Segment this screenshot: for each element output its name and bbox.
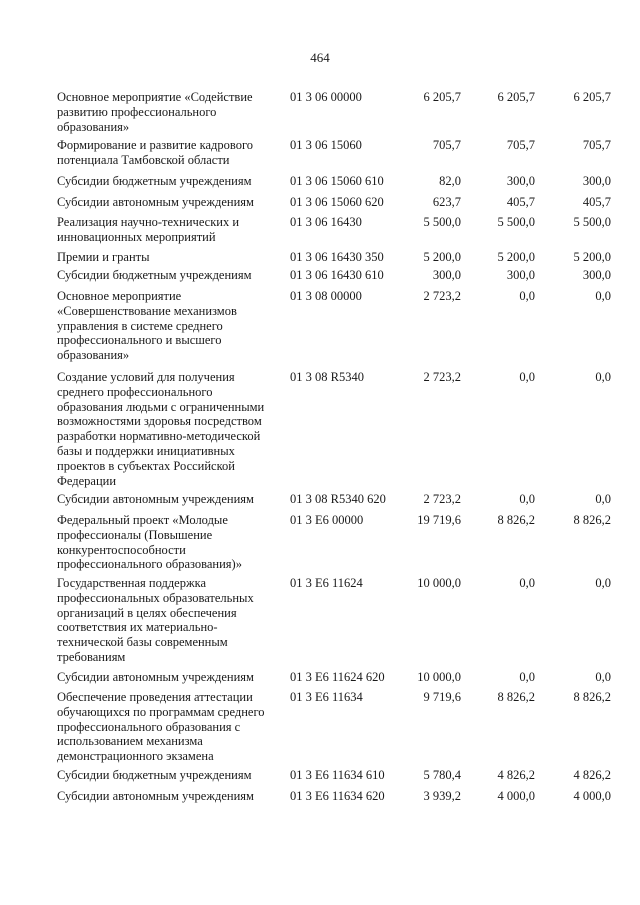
row-value-1: 9 719,6 bbox=[423, 690, 461, 704]
row-value-3: 4 000,0 bbox=[573, 789, 611, 803]
row-value-2: 6 205,7 bbox=[497, 90, 535, 104]
row-code: 01 3 E6 00000 bbox=[290, 513, 364, 527]
row-value-1: 5 500,0 bbox=[423, 215, 461, 229]
row-value-3: 0,0 bbox=[595, 289, 611, 303]
row-name: Субсидии автономным учреждениям bbox=[57, 789, 254, 803]
row-value-3: 0,0 bbox=[595, 576, 611, 590]
row-code: 01 3 08 00000 bbox=[290, 289, 362, 303]
row-value-2: 0,0 bbox=[519, 670, 535, 684]
row-value-1: 2 723,2 bbox=[423, 492, 461, 506]
row-value-1: 2 723,2 bbox=[423, 370, 461, 384]
row-code: 01 3 08 R5340 620 bbox=[290, 492, 386, 506]
row-value-2: 5 200,0 bbox=[497, 250, 535, 264]
row-name: Субсидии автономным учреждениям bbox=[57, 492, 254, 506]
row-name: Основное мероприятие «Содействие развитию профессионального образования» bbox=[57, 90, 253, 134]
row-value-3: 8 826,2 bbox=[573, 513, 611, 527]
page-number: 464 bbox=[310, 50, 330, 65]
row-code: 01 3 E6 11634 bbox=[290, 690, 363, 704]
row-name: Государственная поддержка профессиональных образовательных организаций в целях обеспечения соответствия их материально- технической базы современным требованиям bbox=[57, 576, 254, 664]
row-name: Реализация научно-технических и инновационных мероприятий bbox=[57, 215, 240, 244]
row-value-1: 2 723,2 bbox=[423, 289, 461, 303]
row-code: 01 3 06 16430 bbox=[290, 215, 362, 229]
row-code: 01 3 06 15060 620 bbox=[290, 195, 384, 209]
row-value-2: 0,0 bbox=[519, 492, 535, 506]
row-value-2: 5 500,0 bbox=[497, 215, 535, 229]
row-value-2: 705,7 bbox=[506, 138, 535, 152]
row-code: 01 3 06 16430 350 bbox=[290, 250, 384, 264]
row-name: Формирование и развитие кадрового потенциала Тамбовской области bbox=[57, 138, 254, 167]
row-code: 01 3 E6 11634 610 bbox=[290, 768, 385, 782]
row-value-3: 4 826,2 bbox=[573, 768, 611, 782]
row-value-2: 8 826,2 bbox=[497, 690, 535, 704]
row-value-1: 10 000,0 bbox=[417, 670, 461, 684]
row-code: 01 3 08 R5340 bbox=[290, 370, 364, 384]
row-value-3: 5 200,0 bbox=[573, 250, 611, 264]
row-value-1: 5 780,4 bbox=[423, 768, 461, 782]
row-code: 01 3 E6 11634 620 bbox=[290, 789, 385, 803]
row-name: Субсидии бюджетным учреждениям bbox=[57, 174, 252, 188]
row-code: 01 3 06 15060 bbox=[290, 138, 362, 152]
row-value-3: 300,0 bbox=[582, 174, 611, 188]
row-value-1: 300,0 bbox=[432, 268, 461, 282]
row-name: Субсидии автономным учреждениям bbox=[57, 195, 254, 209]
row-name: Федеральный проект «Молодые профессионалы (Повышение конкурентоспособности профессионального образования)» bbox=[57, 513, 242, 572]
row-value-2: 0,0 bbox=[519, 576, 535, 590]
row-value-1: 82,0 bbox=[439, 174, 461, 188]
row-name: Премии и гранты bbox=[57, 250, 150, 264]
row-value-1: 3 939,2 bbox=[423, 789, 461, 803]
row-value-1: 705,7 bbox=[432, 138, 461, 152]
row-value-2: 0,0 bbox=[519, 289, 535, 303]
row-value-3: 0,0 bbox=[595, 370, 611, 384]
row-value-3: 0,0 bbox=[595, 492, 611, 506]
row-code: 01 3 06 15060 610 bbox=[290, 174, 384, 188]
row-value-2: 300,0 bbox=[506, 268, 535, 282]
row-name: Основное мероприятие «Совершенствование механизмов управления в системе среднего профессионального и высшего образования» bbox=[57, 289, 237, 363]
row-value-2: 4 826,2 bbox=[497, 768, 535, 782]
row-value-3: 0,0 bbox=[595, 670, 611, 684]
row-value-2: 405,7 bbox=[506, 195, 535, 209]
row-name: Обеспечение проведения аттестации обучающихся по программам среднего профессионального образования с использованием механизма демонстрационного экзамена bbox=[57, 690, 265, 764]
row-name: Субсидии бюджетным учреждениям bbox=[57, 268, 252, 282]
row-value-1: 5 200,0 bbox=[423, 250, 461, 264]
row-value-1: 10 000,0 bbox=[417, 576, 461, 590]
row-name: Создание условий для получения среднего профессионального образования людьми с ограниченными возможностями здоровья посредством разработки нормативно-методической базы и поддержки инициативных проектов в субъектах Российской Федерации bbox=[57, 370, 265, 488]
row-value-3: 405,7 bbox=[582, 195, 611, 209]
row-code: 01 3 E6 11624 620 bbox=[290, 670, 385, 684]
row-value-2: 8 826,2 bbox=[497, 513, 535, 527]
row-value-3: 8 826,2 bbox=[573, 690, 611, 704]
row-value-2: 0,0 bbox=[519, 370, 535, 384]
row-name: Субсидии бюджетным учреждениям bbox=[57, 768, 252, 782]
row-value-1: 19 719,6 bbox=[417, 513, 461, 527]
row-value-2: 300,0 bbox=[506, 174, 535, 188]
row-value-3: 300,0 bbox=[582, 268, 611, 282]
row-value-2: 4 000,0 bbox=[497, 789, 535, 803]
row-value-3: 5 500,0 bbox=[573, 215, 611, 229]
row-name: Субсидии автономным учреждениям bbox=[57, 670, 254, 684]
row-value-1: 6 205,7 bbox=[423, 90, 461, 104]
row-value-3: 705,7 bbox=[582, 138, 611, 152]
row-value-1: 623,7 bbox=[432, 195, 461, 209]
row-code: 01 3 06 00000 bbox=[290, 90, 362, 104]
row-value-3: 6 205,7 bbox=[573, 90, 611, 104]
row-code: 01 3 E6 11624 bbox=[290, 576, 363, 590]
row-code: 01 3 06 16430 610 bbox=[290, 268, 384, 282]
